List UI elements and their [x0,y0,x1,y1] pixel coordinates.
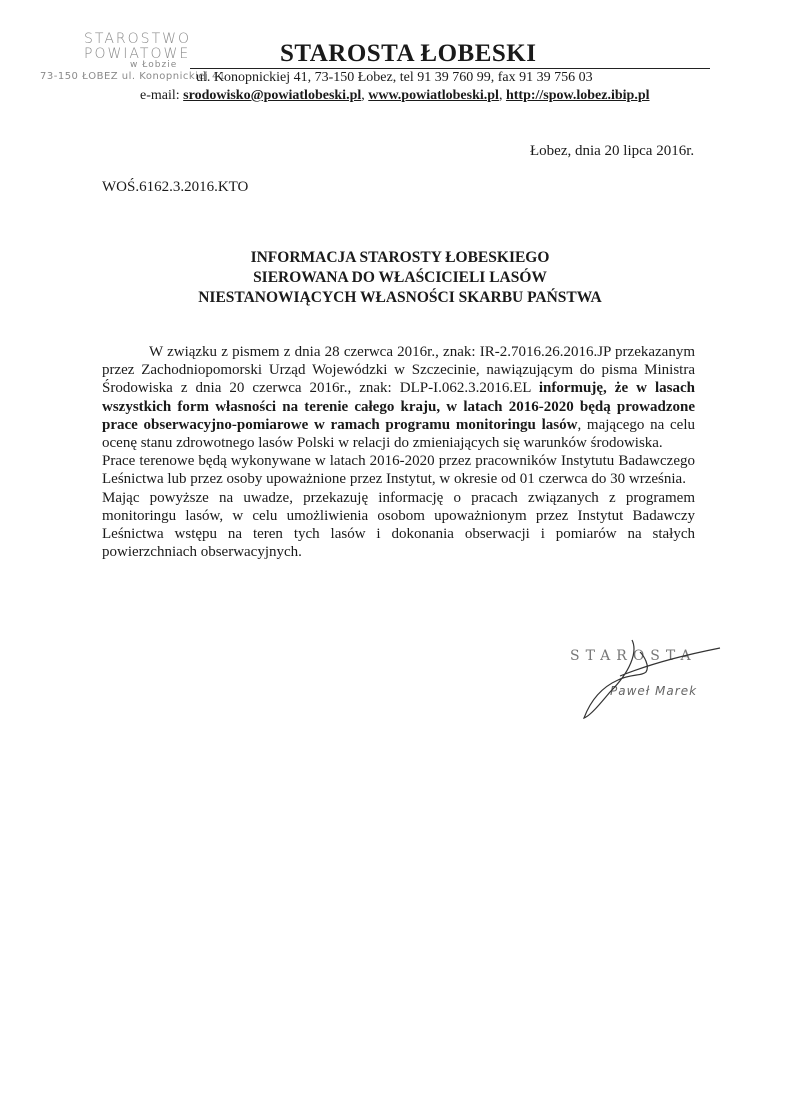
paragraph-3: Mając powyższe na uwadze, przekazuję informację o pracach związanych z programem monitoringu lasów, w celu umożliwienia osobom upoważnionym przez Instytut Badawczy Leśnictwa wstępu na teren tych lasów i dokonania obserwacji i pomiarów na stałych powierzchniach obserwacyjnych. [102,489,695,561]
signature-stamp-label: STAROSTA [570,648,697,664]
signature-block [560,632,730,722]
reference-number: WOŚ.6162.3.2016.KTO [102,179,249,195]
stamp-line2: POWIATOWE [84,46,191,62]
paragraph-1-end: , mającego na celu ocenę stanu zdrowotnego lasów Polski w relacji do zmieniających się warunków środowiska. [102,416,695,452]
title-line-3: NIESTANOWIĄCYCH WŁASNOŚCI SKARBU PAŃSTWA [198,289,602,306]
letter-body [102,343,695,561]
title-line-1: INFORMACJA STAROSTY ŁOBESKIEGO [250,249,550,266]
letterhead-title: STAROSTA ŁOBESKI [280,40,537,67]
stamp-line3: w Łobzie [130,60,178,70]
handwritten-signature-icon [560,632,730,722]
paragraph-1-intro: W związku z pismem z dnia 28 czerwca 2016r., znak: IR-2.7016.26.2016.JP przekazanym przez Zachodniopomorski Urząd Wojewódzki w Szczecinie, nawiązującym do pisma Ministra Środowiska z dnia 20 czerwca 2016r., znak: DLP-I.062.3.2016.EL [102,344,695,397]
email-prefix: e-mail: [140,88,180,103]
letterhead-contacts: e-mail: srodowisko@powiatlobeski.pl, www.powiatlobeski.pl, http://spow.lobez.ibip.pl [140,88,650,103]
letterhead-address: ul. Konopnickiej 41, 73-150 Łobez, tel 91 39 760 99, fax 91 39 756 03 [196,70,593,85]
website-link[interactable]: www.powiatlobeski.pl [368,88,499,103]
stamp-address: 73-150 ŁOBEZ ul. Konopnickiej 41 [40,71,226,82]
paragraph-2: Prace terenowe będą wykonywane w latach 2016-2020 przez pracowników Instytutu Badawczego Leśnictwa lub przez osoby upoważnione przez Instytut, w okresie od 01 czerwca do 30 września. [102,453,695,488]
letter-title [100,248,700,308]
signature-stamp-name: Paweł Marek [610,684,698,698]
title-line-2: SIEROWANA DO WŁAŚCICIELI LASÓW [253,269,547,286]
office-stamp [84,32,191,70]
letterhead-divider [190,68,710,69]
stamp-line1: STAROSTWO [84,31,191,47]
email-link[interactable]: srodowisko@powiatlobeski.pl [183,88,362,103]
letter-date: Łobez, dnia 20 lipca 2016r. [530,143,695,159]
paragraph-1-bold: informuję, że w lasach wszystkich form własności na terenie całego kraju, w latach 2016-2020 będą prowadzone prace obserwacyjno-pomiarowe w ramach programu monitoringu lasów [102,380,695,433]
paragraph-1 [102,343,695,452]
bip-link[interactable]: http://spow.lobez.ibip.pl [505,88,650,103]
